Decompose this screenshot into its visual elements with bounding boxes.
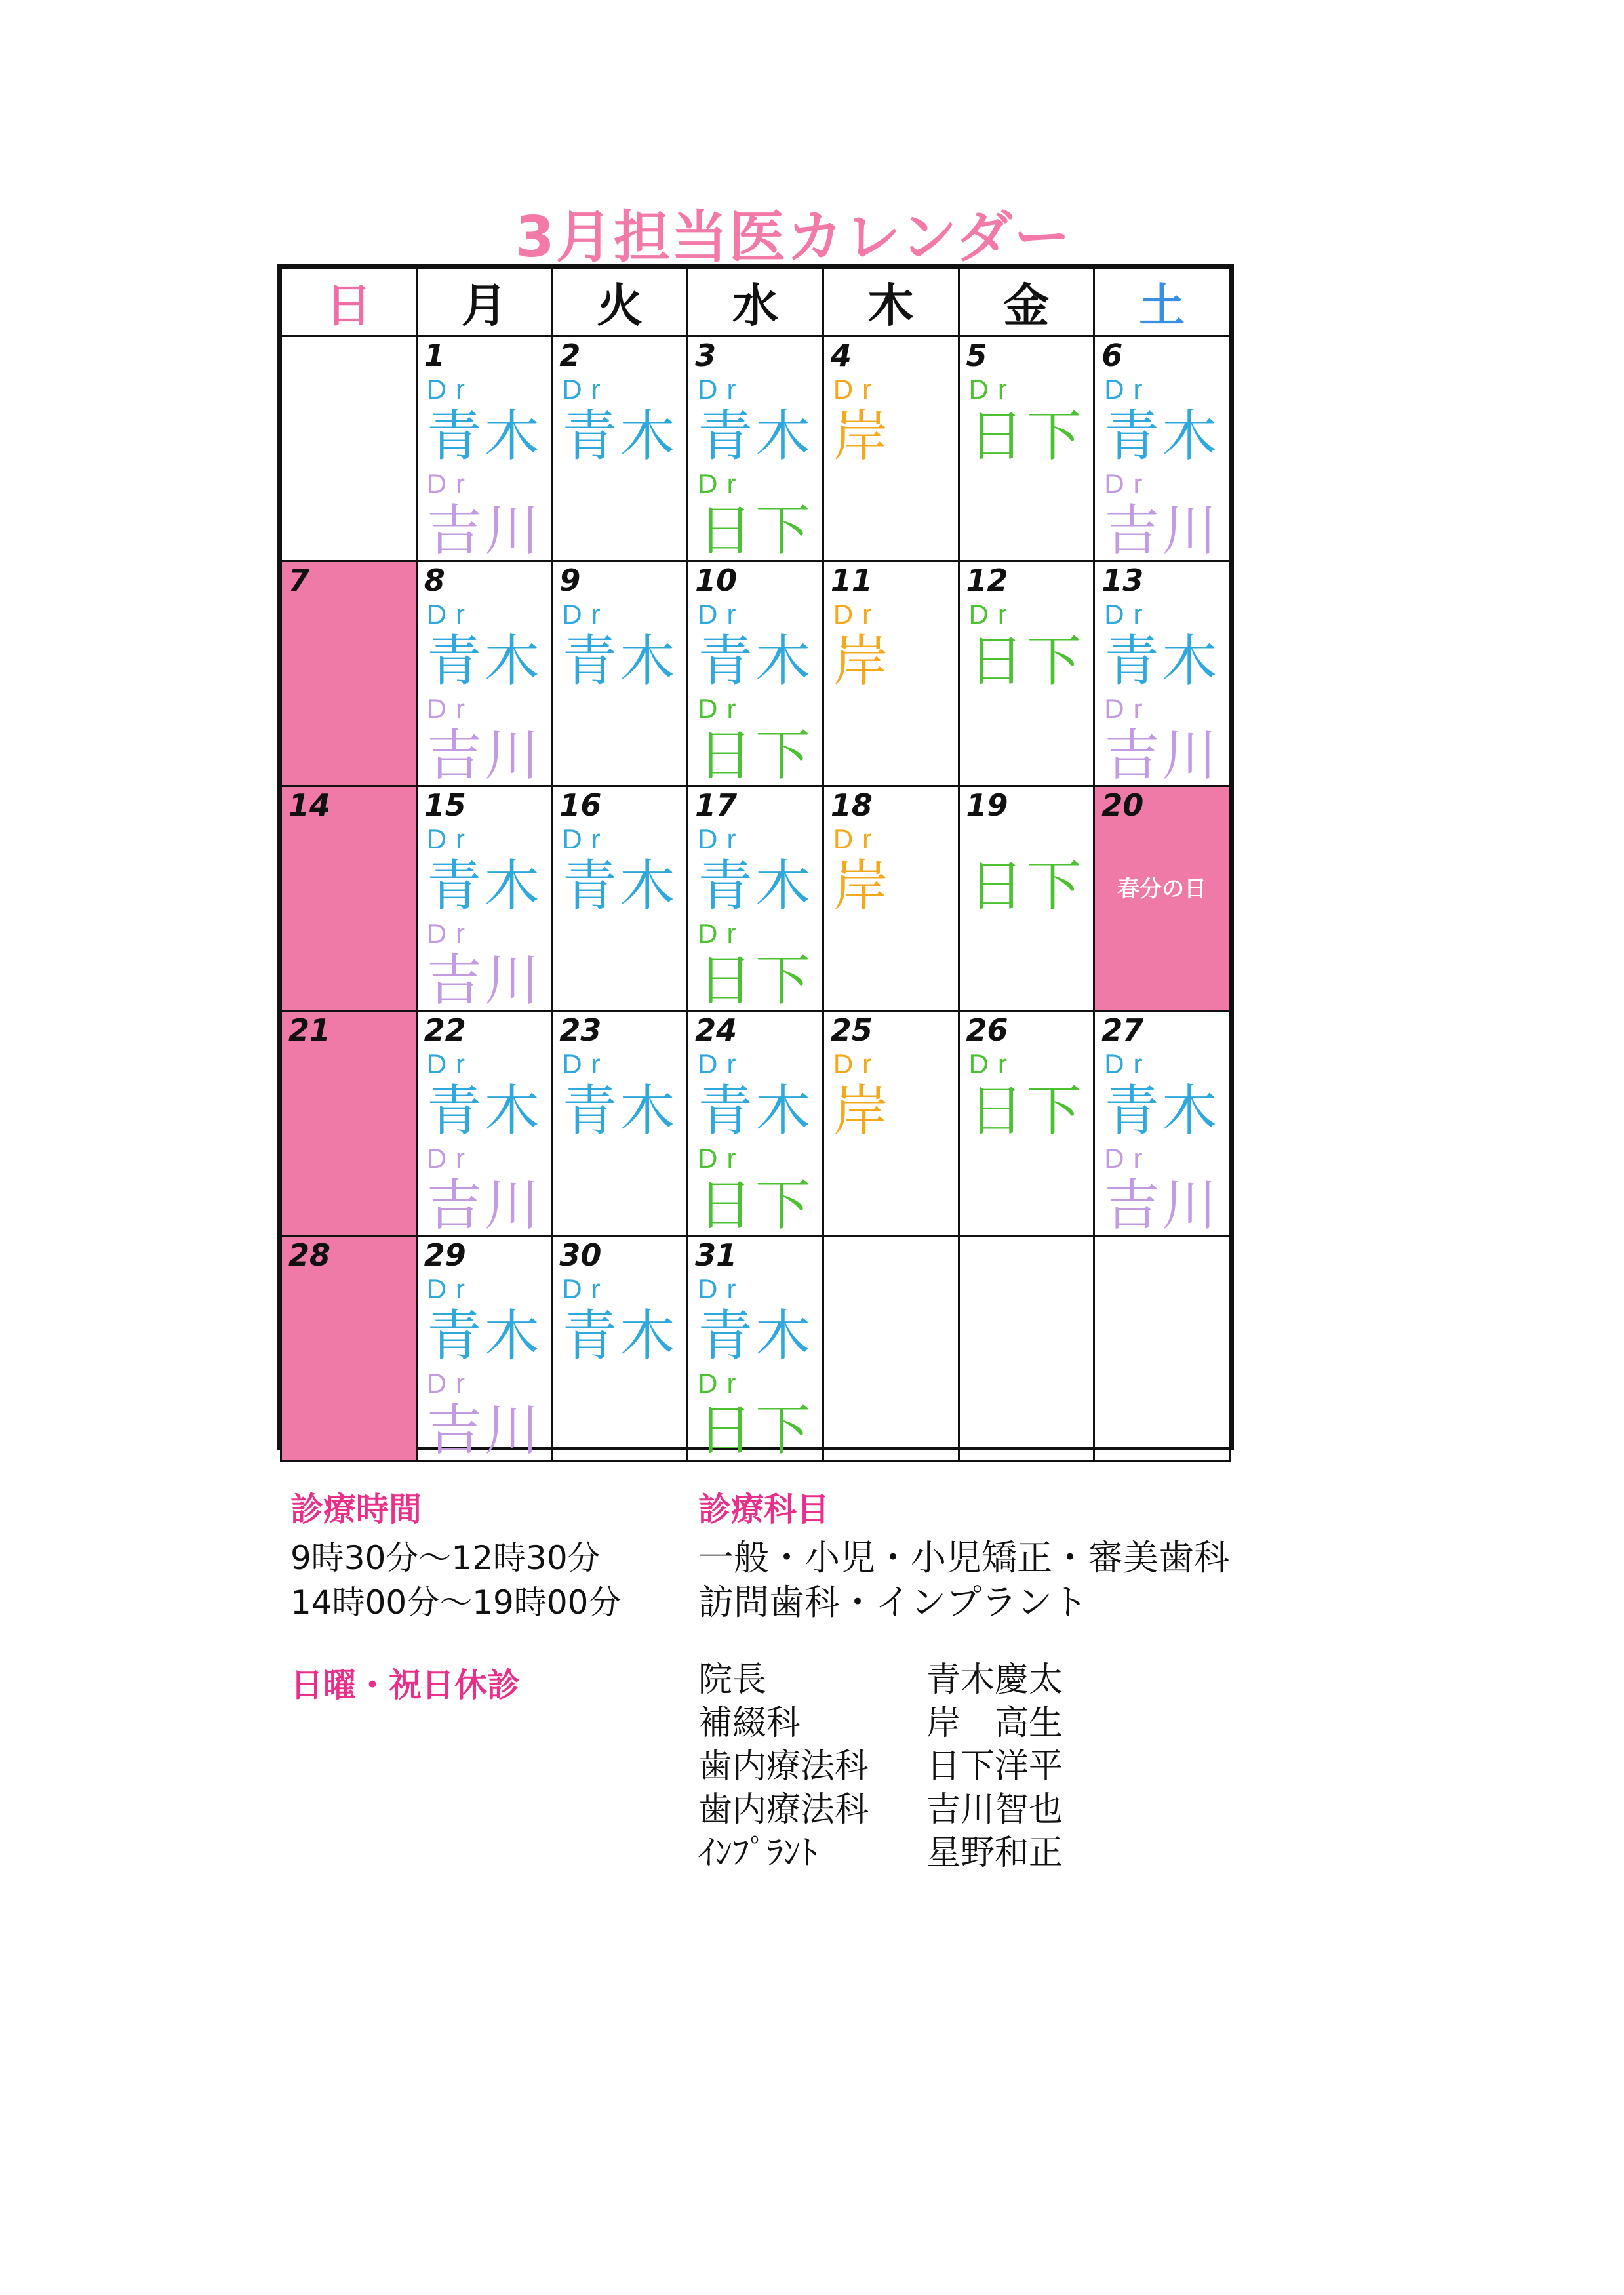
day-number: 8 — [424, 563, 445, 598]
doctor-name: 青木 — [698, 1304, 814, 1368]
calendar-day-cell — [552, 1236, 688, 1461]
doctor-prefix: Dr — [426, 374, 475, 405]
staff-row — [698, 1702, 1063, 1744]
calendar-day-cell — [959, 336, 1094, 561]
doctor-prefix: Dr — [968, 374, 1016, 405]
staff-role: 補綴科 — [698, 1704, 801, 1743]
departments-line-1: 一般・小児・小児矯正・審美歯科 — [698, 1537, 1229, 1578]
day-number: 2 — [559, 338, 581, 373]
doctor-prefix: Dr — [426, 1368, 475, 1399]
staff-name: 日下洋平 — [926, 1747, 1063, 1786]
doctor-slot — [698, 824, 821, 917]
calendar-day-cell — [688, 336, 823, 561]
staff-role: 歯内療法科 — [698, 1790, 869, 1829]
calendar-day-cell — [1094, 336, 1230, 561]
doctor-prefix: Dr — [698, 918, 745, 949]
doctor-slot — [1104, 1143, 1227, 1236]
doctor-prefix: Dr — [1104, 599, 1152, 629]
doctor-name: 日下 — [698, 498, 814, 561]
doctor-slot — [427, 1273, 550, 1367]
doctor-slot — [969, 599, 1092, 692]
calendar-day-cell — [552, 561, 688, 786]
doctor-prefix: Dr — [562, 599, 610, 629]
doctor-prefix — [969, 824, 1092, 855]
calendar-day-cell — [959, 1011, 1094, 1236]
doctor-slot — [427, 1368, 550, 1461]
departments-heading: 診療科目 — [698, 1490, 829, 1528]
calendar-day-cell — [1094, 1236, 1230, 1461]
holiday-label: 春分の日 — [1117, 876, 1207, 902]
doctor-prefix: Dr — [562, 824, 610, 854]
doctor-prefix: Dr — [426, 824, 475, 854]
doctor-slot — [427, 374, 550, 467]
calendar-day-cell — [823, 786, 959, 1011]
doctor-name: 青木 — [698, 629, 814, 693]
doctor-slot — [698, 1273, 821, 1367]
day-number: 20 — [1101, 788, 1144, 823]
doctor-prefix: Dr — [1104, 693, 1152, 724]
calendar-day-cell — [416, 1236, 552, 1461]
day-number: 29 — [424, 1237, 466, 1273]
doctor-slot — [969, 1048, 1092, 1142]
day-number: 12 — [966, 563, 1008, 598]
doctor-name: 吉川 — [1104, 723, 1220, 786]
day-number: 13 — [1101, 563, 1144, 598]
day-number: 14 — [288, 788, 331, 823]
closed-notice: 日曜・祝日休診 — [290, 1666, 520, 1704]
doctor-name: 青木 — [562, 629, 678, 693]
doctor-name: 日下 — [968, 1079, 1084, 1143]
doctor-prefix: Dr — [426, 693, 475, 724]
weekday-header: 月 — [416, 268, 552, 336]
day-number: 26 — [966, 1012, 1008, 1048]
doctor-prefix: Dr — [698, 693, 745, 724]
doctor-prefix: Dr — [698, 599, 745, 629]
doctor-prefix: Dr — [426, 468, 475, 499]
calendar-day-cell — [823, 561, 959, 786]
calendar-day-cell — [281, 1236, 417, 1461]
doctor-slot — [427, 1143, 550, 1236]
hours-section — [290, 1483, 622, 1625]
day-number: 15 — [424, 788, 466, 823]
doctor-name: 青木 — [562, 854, 678, 918]
doctor-prefix: Dr — [833, 1048, 881, 1079]
calendar-day-cell — [823, 336, 959, 561]
hours-heading: 診療時間 — [290, 1490, 422, 1528]
page-title — [0, 191, 1377, 273]
doctor-slot — [969, 374, 1092, 467]
doctor-prefix: Dr — [833, 599, 881, 629]
hours-line-2: 14時00分～19時00分 — [290, 1584, 622, 1622]
doctor-name: 青木 — [698, 404, 814, 468]
doctor-prefix: Dr — [968, 599, 1016, 629]
day-number: 9 — [559, 563, 581, 598]
doctor-slot — [833, 824, 957, 917]
day-number: 19 — [966, 788, 1008, 823]
doctor-prefix: Dr — [833, 374, 881, 405]
calendar-title: 3月担当医カレンダー — [515, 205, 1072, 270]
doctor-prefix: Dr — [698, 468, 745, 499]
doctor-prefix: Dr — [562, 1048, 610, 1079]
doctor-slot — [427, 599, 550, 692]
doctor-name: 青木 — [1104, 404, 1220, 468]
doctor-slot — [427, 1048, 550, 1142]
day-number: 4 — [830, 338, 852, 373]
doctor-prefix: Dr — [426, 1273, 475, 1304]
doctor-name: 青木 — [562, 1079, 678, 1143]
doctor-slot — [1104, 599, 1227, 692]
doctor-prefix: Dr — [833, 824, 881, 854]
staff-row — [698, 1789, 1063, 1831]
calendar-day-cell — [688, 1011, 823, 1236]
staff-role: 院長 — [698, 1660, 767, 1700]
weekday-header: 土 — [1094, 268, 1230, 336]
doctor-name: 日下 — [968, 854, 1084, 918]
staff-name: 岸 高生 — [926, 1704, 1063, 1743]
calendar-day-cell — [281, 561, 417, 786]
doctor-name: 吉川 — [426, 948, 542, 1011]
day-number: 16 — [559, 788, 602, 823]
calendar — [277, 264, 1234, 1461]
calendar-week-row — [281, 336, 1230, 561]
doctor-name: 日下 — [968, 404, 1084, 468]
day-number: 28 — [288, 1237, 331, 1273]
staff-row — [698, 1659, 1063, 1701]
doctor-slot — [562, 1048, 685, 1142]
doctor-slot — [1104, 693, 1227, 786]
day-number: 24 — [695, 1012, 738, 1048]
doctor-prefix: Dr — [562, 1273, 610, 1304]
doctor-slot — [427, 693, 550, 786]
day-number: 18 — [830, 788, 873, 823]
doctor-name: 青木 — [426, 1304, 542, 1368]
doctor-slot — [698, 918, 821, 1011]
doctor-prefix: Dr — [698, 1143, 745, 1174]
doctor-name: 青木 — [698, 854, 814, 918]
doctor-slot — [1104, 468, 1227, 561]
calendar-day-cell — [552, 1011, 688, 1236]
calendar-day-cell — [823, 1011, 959, 1236]
doctor-name: 日下 — [698, 1398, 814, 1461]
day-number: 3 — [695, 338, 717, 373]
doctor-name: 吉川 — [426, 1173, 542, 1236]
doctor-slot — [427, 468, 550, 561]
calendar-day-cell — [959, 561, 1094, 786]
doctor-slot — [1104, 374, 1227, 467]
doctor-name: 青木 — [1104, 1079, 1220, 1143]
doctor-prefix: Dr — [698, 1273, 745, 1304]
day-number: 7 — [288, 563, 310, 598]
doctor-name: 青木 — [698, 1079, 814, 1143]
doctor-name: 青木 — [562, 404, 678, 468]
doctor-slot — [698, 1368, 821, 1461]
doctor-slot — [427, 824, 550, 917]
doctor-slot — [698, 468, 821, 561]
day-number: 5 — [966, 338, 987, 373]
doctor-name: 吉川 — [426, 498, 542, 561]
calendar-day-cell — [688, 1236, 823, 1461]
weekday-header: 水 — [688, 268, 823, 336]
day-number: 17 — [695, 788, 738, 823]
doctor-prefix: Dr — [698, 374, 745, 405]
calendar-day-cell — [1094, 786, 1230, 1011]
weekday-header: 木 — [823, 268, 959, 336]
doctor-name: 青木 — [426, 854, 542, 918]
calendar-day-cell — [416, 336, 552, 561]
day-number: 22 — [424, 1012, 466, 1048]
staff-name: 青木慶太 — [926, 1660, 1063, 1700]
calendar-week-row — [281, 561, 1230, 786]
doctor-prefix: Dr — [426, 1143, 475, 1174]
calendar-table — [280, 267, 1231, 1462]
doctor-name: 青木 — [426, 629, 542, 693]
calendar-day-cell — [959, 786, 1094, 1011]
calendar-day-cell — [552, 336, 688, 561]
calendar-day-cell — [416, 561, 552, 786]
doctor-slot — [698, 374, 821, 467]
doctor-name: 青木 — [562, 1304, 678, 1368]
calendar-day-cell — [552, 786, 688, 1011]
day-number: 25 — [830, 1012, 873, 1048]
day-number: 30 — [559, 1237, 602, 1273]
weekday-header: 日 — [281, 268, 417, 336]
calendar-body — [281, 336, 1230, 1461]
doctor-prefix: Dr — [1104, 1048, 1152, 1079]
doctor-name: 岸 — [833, 1079, 891, 1143]
doctor-name: 青木 — [426, 404, 542, 468]
doctor-name: 日下 — [698, 948, 814, 1011]
doctor-slot — [562, 374, 685, 467]
doctor-slot — [562, 824, 685, 917]
staff-role: ｲﾝﾌﾟﾗﾝﾄ — [698, 1833, 818, 1873]
day-number: 31 — [695, 1237, 738, 1273]
doctor-slot — [427, 918, 550, 1011]
staff-row — [698, 1832, 1063, 1874]
calendar-day-cell — [1094, 1011, 1230, 1236]
doctor-name: 吉川 — [1104, 498, 1220, 561]
hours-line-1: 9時30分～12時30分 — [290, 1539, 601, 1577]
calendar-day-cell — [1094, 561, 1230, 786]
doctor-prefix: Dr — [968, 1048, 1016, 1079]
calendar-day-cell — [416, 786, 552, 1011]
staff-name: 吉川智也 — [926, 1790, 1063, 1829]
calendar-day-cell — [281, 786, 417, 1011]
doctor-slot — [1104, 1048, 1227, 1142]
day-number: 21 — [288, 1012, 331, 1048]
calendar-day-cell — [688, 561, 823, 786]
calendar-week-row — [281, 786, 1230, 1011]
calendar-day-cell — [959, 1236, 1094, 1461]
day-number: 23 — [559, 1012, 602, 1048]
doctor-name: 青木 — [426, 1079, 542, 1143]
doctor-slot — [698, 1048, 821, 1142]
doctor-slot — [698, 599, 821, 692]
weekday-header-row — [281, 268, 1230, 336]
doctor-name: 吉川 — [1104, 1173, 1220, 1236]
doctor-slot — [562, 1273, 685, 1367]
doctor-slot — [969, 824, 1092, 917]
calendar-week-row — [281, 1011, 1230, 1236]
calendar-day-cell — [823, 1236, 959, 1461]
departments-section — [698, 1483, 1229, 1625]
calendar-day-cell — [281, 1011, 417, 1236]
doctor-prefix: Dr — [562, 374, 610, 405]
doctor-slot — [698, 1143, 821, 1236]
doctor-prefix: Dr — [1104, 468, 1152, 499]
doctor-slot — [833, 1048, 957, 1142]
doctor-slot — [562, 599, 685, 692]
calendar-day-cell — [688, 786, 823, 1011]
day-number: 10 — [695, 563, 738, 598]
calendar-day-cell — [416, 1011, 552, 1236]
doctor-prefix: Dr — [698, 1368, 745, 1399]
doctor-prefix: Dr — [426, 918, 475, 949]
day-number: 27 — [1101, 1012, 1144, 1048]
doctor-name: 吉川 — [426, 1398, 542, 1461]
doctor-name: 日下 — [698, 723, 814, 786]
doctor-name: 岸 — [833, 854, 891, 918]
calendar-week-row — [281, 1236, 1230, 1461]
day-number: 1 — [424, 338, 445, 373]
staff-name: 星野和正 — [926, 1833, 1063, 1873]
doctor-name: 日下 — [698, 1173, 814, 1236]
doctor-slot — [833, 599, 957, 692]
weekday-header: 火 — [552, 268, 688, 336]
staff-role: 歯内療法科 — [698, 1747, 869, 1786]
doctor-slot — [833, 374, 957, 467]
day-number: 11 — [830, 563, 873, 598]
doctor-prefix: Dr — [1104, 374, 1152, 405]
doctor-name: 岸 — [833, 404, 891, 468]
calendar-day-cell — [281, 336, 417, 561]
doctor-name: 青木 — [1104, 629, 1220, 693]
doctor-prefix: Dr — [698, 1048, 745, 1079]
doctor-slot — [698, 693, 821, 786]
doctor-name: 岸 — [833, 629, 891, 693]
weekday-header: 金 — [959, 268, 1094, 336]
departments-line-2: 訪問歯科・インプラント — [698, 1582, 1088, 1623]
staff-row — [698, 1746, 1063, 1787]
doctor-prefix: Dr — [698, 824, 745, 854]
doctor-name: 日下 — [968, 629, 1084, 693]
doctor-name: 吉川 — [426, 723, 542, 786]
doctor-prefix: Dr — [426, 1048, 475, 1079]
doctor-prefix: Dr — [426, 599, 475, 629]
day-number: 6 — [1101, 338, 1123, 373]
doctor-prefix: Dr — [1104, 1143, 1152, 1174]
